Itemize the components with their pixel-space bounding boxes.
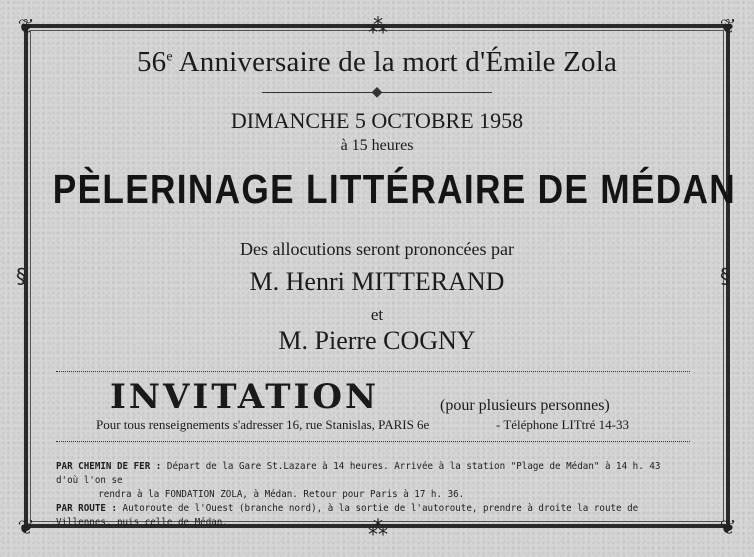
rail-text-1: Départ de la Gare St.Lazare à 14 heures. Arrivée à la station "Plage de Médan" à 14 h. 43 d'où l'on se bbox=[56, 461, 661, 486]
corner-ornament-icon: ❦ bbox=[719, 14, 737, 38]
left-ornament-icon: § bbox=[16, 264, 26, 288]
anniversary-heading bbox=[0, 46, 754, 79]
speeches-intro: Des allocutions seront prononcées par bbox=[240, 239, 514, 259]
road-label: PAR ROUTE : bbox=[56, 503, 118, 514]
conjunction: et bbox=[370, 305, 384, 324]
event-date: DIMANCHE 5 OCTOBRE 1958 bbox=[230, 108, 524, 133]
right-ornament-icon: § bbox=[720, 264, 730, 288]
invitation-heading: INVITATION bbox=[110, 377, 380, 417]
invitation-note: (pour plusieurs personnes) bbox=[440, 397, 610, 414]
contact-address: Pour tous renseignements s'adresser 16, rue Stanislas, PARIS 6e bbox=[96, 417, 430, 432]
divider-swash: ◆ bbox=[0, 84, 754, 101]
top-ornament-icon: ⁂ bbox=[368, 14, 388, 38]
corner-ornament-icon: ❦ bbox=[17, 14, 35, 38]
dotted-divider bbox=[56, 441, 690, 442]
anniversary-ordinal-suffix: e bbox=[166, 49, 173, 65]
event-title: PÈLERINAGE LITTÉRAIRE DE MÉDAN bbox=[52, 166, 736, 212]
dotted-divider bbox=[56, 371, 690, 372]
contact-phone: - Téléphone LITtré 14-33 bbox=[496, 417, 629, 432]
event-time: à 15 heures bbox=[340, 137, 414, 154]
anniversary-ordinal: 56 bbox=[136, 46, 167, 78]
bottom-ornament-icon: ⁂ bbox=[368, 516, 388, 540]
speaker-1: M. Henri MITTERAND bbox=[249, 267, 505, 296]
speaker-2: M. Pierre COGNY bbox=[278, 326, 476, 355]
transport-info bbox=[56, 460, 670, 530]
rail-label: PAR CHEMIN DE FER : bbox=[56, 461, 162, 472]
road-text: Autoroute de l'Ouest (branche nord), à la sortie de l'autoroute, prendre à droite la route de Villennes, puis celle de Médan. bbox=[56, 503, 639, 528]
rail-text-2: rendra à la FONDATION ZOLA, à Médan. Retour pour Paris à 17 h. 36. bbox=[98, 489, 465, 500]
corner-ornament-icon: ❦ bbox=[17, 515, 35, 539]
anniversary-text: Anniversaire de la mort d'Émile Zola bbox=[178, 46, 618, 78]
road-line bbox=[56, 502, 670, 530]
rail-line-1 bbox=[56, 460, 670, 488]
corner-ornament-icon: ❦ bbox=[719, 515, 737, 539]
